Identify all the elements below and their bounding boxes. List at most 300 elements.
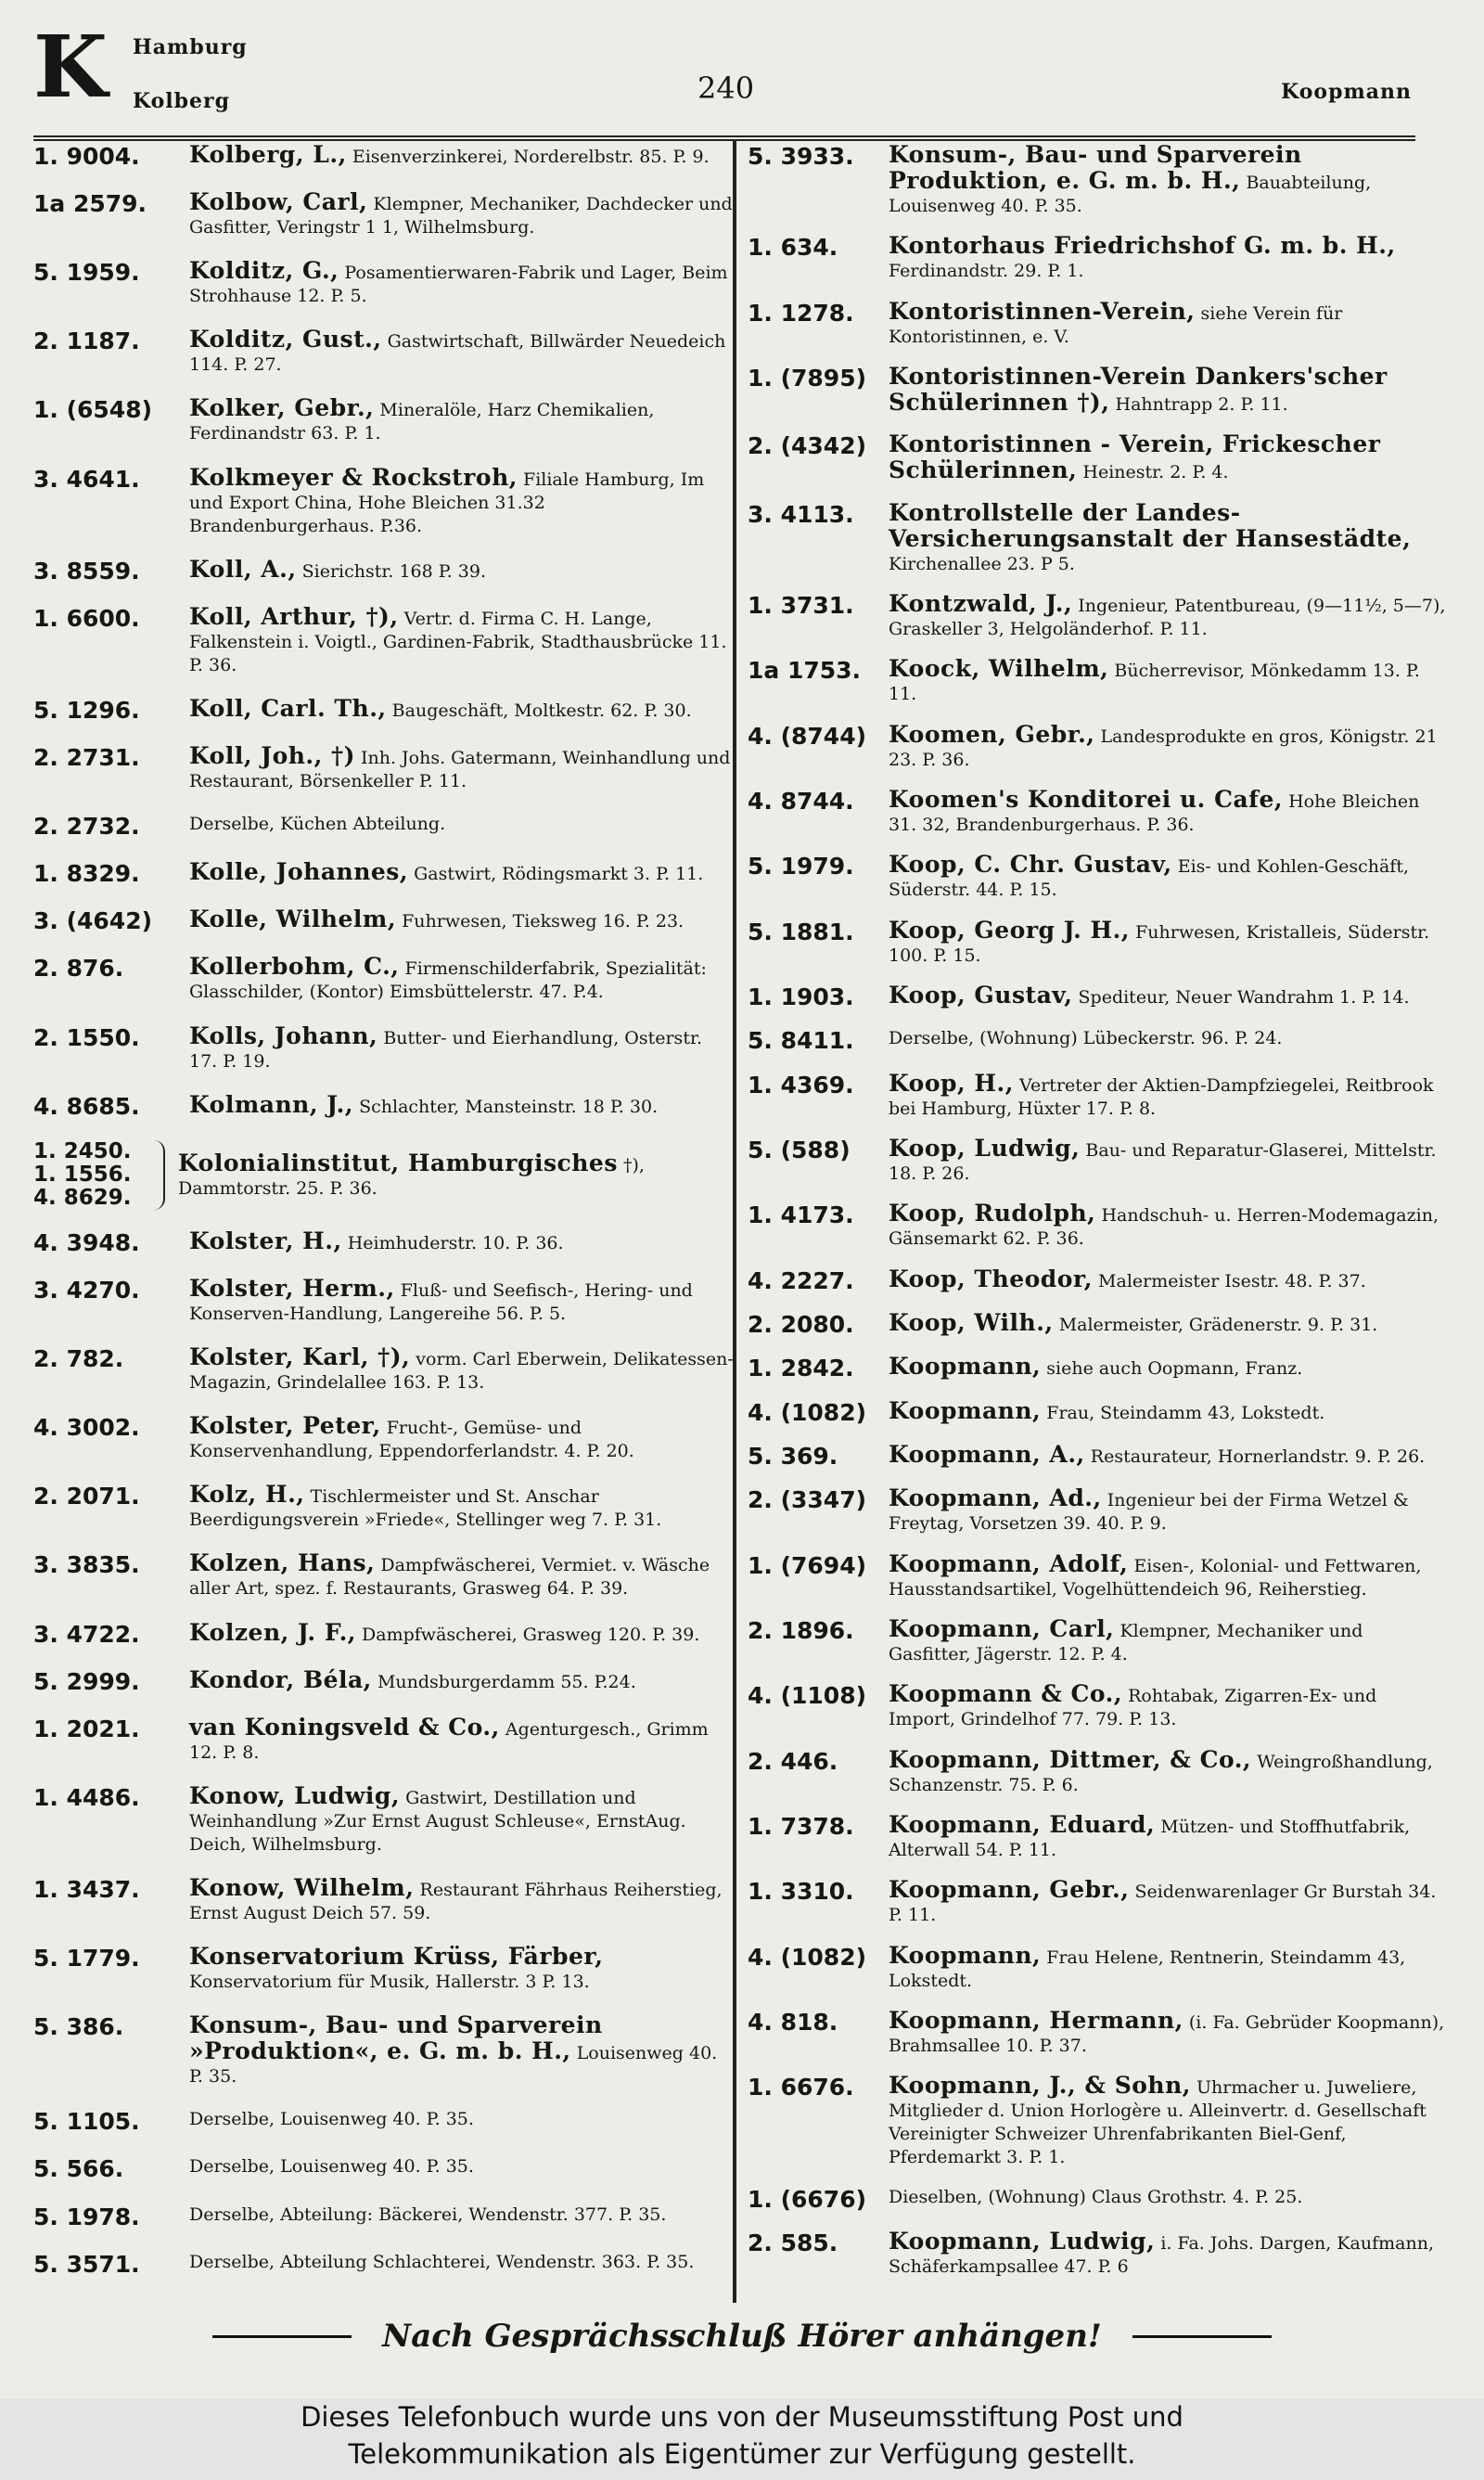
phone-number: 5. 8411. — [748, 1027, 854, 1055]
entry-body — [889, 234, 1449, 283]
entry-body — [189, 1024, 735, 1073]
entry-details: Frau, Steindamm 43, Lokstedt. — [1046, 1402, 1325, 1423]
entry-details: Derselbe, Küchen Abteilung. — [189, 814, 446, 835]
entry-details: Firmenschilderfabrik, Spezialität: Glasschilder, (Kontor) Eimsbüttelerstr. 47. P.4. — [189, 958, 707, 1003]
entry-body — [889, 720, 1449, 772]
entry-body — [189, 1618, 735, 1647]
directory-entry — [748, 234, 1449, 283]
entry-details: Frucht-, Gemüse- und Konservenhandlung, Eppendorferlandstr. 4. P. 20. — [189, 1418, 634, 1462]
entry-name: Koll, Joh., †) — [189, 741, 355, 769]
entry-body — [189, 463, 735, 538]
entry-details: Heinestr. 2. P. 4. — [1082, 462, 1229, 483]
entry-details: Louisenweg 40. P. 35. — [189, 2043, 718, 2088]
entry-name: Kontoristinnen-Verein, — [889, 297, 1196, 325]
entry-body — [189, 2251, 735, 2274]
entry-name: Koopmann, A., — [889, 1440, 1085, 1468]
entry-body — [889, 1396, 1449, 1425]
entry-details: Seidenwarenlager Gr Burstah 34. P. 11. — [889, 1882, 1437, 1926]
entry-body — [189, 1715, 735, 1765]
phone-number: 5. 1959. — [33, 259, 140, 287]
entry-body — [889, 1486, 1449, 1536]
phone-number: 2. 2731. — [33, 743, 140, 771]
directory-entry — [748, 1682, 1449, 1731]
directory-entry — [33, 1945, 735, 1994]
entry-details: Ingenieur bei der Firma Wetzel & Freytag, Vorsetzen 39. 40. P. 9. — [889, 1490, 1409, 1535]
entry-body — [189, 1945, 735, 1994]
entry-body — [889, 1355, 1449, 1381]
entry-name: Koop, Georg J. H., — [889, 916, 1131, 944]
entry-body — [189, 259, 735, 308]
phone-number: 1. (6548) — [33, 396, 153, 424]
directory-entry — [33, 2013, 735, 2088]
entry-name: Koock, Wilhelm, — [889, 655, 1109, 683]
entry-details: Eisenverzinkerei, Norderelbstr. 85. P. 9. — [352, 147, 710, 167]
entry-body — [889, 143, 1449, 218]
directory-entry — [748, 1308, 1449, 1339]
phone-number: 2. 585. — [748, 2229, 838, 2256]
directory-entry — [33, 2251, 735, 2279]
entry-name: Kontrollstelle der Landes-Versicherungsanstalt der Hansestädte, — [889, 498, 1412, 552]
entry-details: Handschuh- u. Herren-Modemagazin, Gänsemarkt 62. P. 36. — [889, 1205, 1439, 1250]
entry-name: Koopmann, — [889, 1353, 1042, 1381]
directory-entry — [33, 1618, 735, 1649]
phone-number: 1a 2579. — [33, 190, 147, 218]
entry-details: Heimhuderstr. 10. P. 36. — [347, 1232, 564, 1253]
entry-name: Koomen, Gebr., — [889, 720, 1095, 748]
phone-number: 5. 386. — [33, 2013, 124, 2041]
phone-number: 1. 8329. — [33, 860, 140, 888]
entry-body — [889, 1682, 1449, 1731]
entry-details: Tischlermeister und St. Anschar Beerdigungsverein »Friede«, Stellinger weg 7. P. 31. — [189, 1486, 662, 1531]
credit-banner — [0, 2398, 1484, 2480]
entry-name: Koopmann, Dittmer, & Co., — [889, 1745, 1252, 1773]
entry-name: Kontoristinnen-Verein Dankers'scher Schülerinnen †), — [889, 362, 1388, 416]
entry-name: Kolle, Johannes, — [189, 858, 409, 886]
entry-details: Filiale Hamburg, Im und Export China, Hohe Bleichen 31.32 Brandenburgerhaus. P.36. — [189, 469, 705, 536]
entry-details: Klempner, Mechaniker, Dachdecker und Gasfitter, Veringstr 1 1, Wilhelmsburg. — [189, 194, 733, 238]
entry-name: Koopmann, Carl, — [889, 1614, 1115, 1642]
entry-body — [189, 1551, 735, 1600]
phone-number: 4. 3002. — [33, 1414, 140, 1442]
directory-entry — [748, 1201, 1449, 1251]
directory-entry — [748, 853, 1449, 902]
entry-name: Kolster, Herm., — [189, 1274, 395, 1302]
phone-number: 1. 3437. — [33, 1875, 140, 1903]
directory-entry — [33, 1345, 735, 1394]
directory-entry — [33, 396, 735, 445]
entry-name: Koopmann, Gebr., — [889, 1876, 1130, 1904]
entry-details: Mineralöle, Harz Chemikalien, Ferdinandstr 63. P. 1. — [189, 400, 655, 444]
entry-details: i. Fa. Johs. Dargen, Kaufmann, Schäferkampsallee 47. P. 6 — [889, 2232, 1434, 2277]
directory-entry — [33, 328, 735, 377]
directory-entry — [748, 1810, 1449, 1862]
entry-body — [189, 1781, 735, 1857]
notice-rule-right — [1132, 2335, 1272, 2338]
entry-name: Koopmann, J., & Sohn, — [889, 2072, 1191, 2100]
directory-entry — [33, 2155, 735, 2183]
directory-entry — [33, 602, 735, 677]
phone-number: 5. 566. — [33, 2155, 124, 2183]
entry-details: Ferdinandstr. 29. P. 1. — [889, 261, 1084, 282]
entry-details: Derselbe, Abteilung: Bäckerei, Wendenstr. 377. P. 35. — [189, 2204, 667, 2225]
entry-details: Eis- und Kohlen-Geschäft, Süderstr. 44. P. 15. — [889, 856, 1409, 901]
entry-body — [889, 983, 1449, 1009]
phone-number: 3. 4270. — [33, 1276, 140, 1304]
directory-entry — [748, 1267, 1449, 1295]
entry-body — [889, 2074, 1449, 2169]
hangup-notice — [0, 2318, 1484, 2355]
entry-name: Kolz, H., — [189, 1481, 305, 1509]
entry-details: Dampfwäscherei, Grasweg 120. P. 39. — [362, 1624, 700, 1645]
entry-body — [189, 143, 735, 169]
page-header — [0, 0, 1484, 139]
entry-body — [189, 555, 735, 584]
entry-name: Kolzen, J. F., — [189, 1618, 356, 1646]
entry-name: Koopmann, Ludwig, — [889, 2227, 1156, 2255]
directory-entry — [748, 1069, 1449, 1121]
left-column — [33, 143, 735, 2292]
entry-body — [189, 2108, 735, 2131]
entry-name: Kolker, Gebr., — [189, 394, 375, 422]
entry-details: Fuhrwesen, Kristalleis, Süderstr. 100. P. 15. — [889, 921, 1430, 966]
phone-number: 1. 6676. — [748, 2074, 854, 2101]
entry-name: Koopmann, Eduard, — [889, 1810, 1156, 1838]
phone-number: 1. 7378. — [748, 1812, 854, 1840]
entry-body — [189, 1873, 735, 1925]
entry-details: Sierichstr. 168 P. 39. — [301, 560, 486, 582]
directory-entry — [748, 1027, 1449, 1055]
phone-number: 4. (1082) — [748, 1943, 867, 1971]
entry-body — [189, 907, 735, 933]
entry-body — [889, 916, 1449, 968]
phone-number: 3. 4113. — [748, 500, 854, 528]
phone-number: 1. (7694) — [748, 1551, 867, 1579]
entry-name: Koop, Wilh., — [889, 1308, 1054, 1336]
phone-number: 2. 2080. — [748, 1310, 854, 1338]
entry-name: Kolle, Wilhelm, — [189, 906, 397, 933]
directory-entry — [33, 1873, 735, 1925]
directory-entry — [33, 813, 735, 841]
entry-body — [889, 589, 1449, 641]
phone-number: 2. 1896. — [748, 1616, 854, 1644]
entry-name: Koop, Gustav, — [889, 981, 1073, 1009]
entry-name: Konsum-, Bau- und Sparverein Produktion, e. G. m. b. H., — [889, 141, 1302, 194]
entry-details: Frau Helene, Rentnerin, Steindamm 43, Lokstedt. — [889, 1947, 1406, 1991]
directory-entry — [33, 1414, 735, 1463]
credit-line-2: Telekommunikation als Eigentümer zur Verfügung gestellt. — [348, 2438, 1136, 2470]
directory-entry-group — [33, 1140, 735, 1210]
directory-entry — [33, 1483, 735, 1532]
phone-number: 3. 8559. — [33, 557, 140, 585]
entry-name: Koomen's Konditorei u. Cafe, — [889, 785, 1284, 813]
entry-body — [889, 1027, 1449, 1050]
entry-name: Koop, Rudolph, — [889, 1200, 1096, 1227]
entry-details: Agenturgesch., Grimm 12. P. 8. — [189, 1718, 709, 1763]
entry-name: Kontoristinnen - Verein, Frickescher Schülerinnen, — [889, 430, 1381, 484]
phone-number: 1. (7895) — [748, 364, 867, 392]
header-last-entry: Koopmann — [1281, 80, 1412, 104]
entry-name: Kolditz, Gust., — [189, 326, 382, 353]
directory-entry — [33, 1229, 735, 1257]
phone-number: 1. 634. — [748, 234, 838, 262]
entry-body — [189, 1274, 735, 1326]
entry-details: Eisen-, Kolonial- und Fettwaren, Hausstandsartikel, Vogelhüttendeich 96, Reiherstieg. — [889, 1555, 1422, 1600]
phone-number: 3. 3835. — [33, 1551, 140, 1579]
entry-name: Kolster, H., — [189, 1227, 342, 1254]
phone-number: 5. 2999. — [33, 1667, 140, 1695]
entry-details: siehe auch Oopmann, Franz. — [1046, 1358, 1303, 1380]
phone-number: 5. 369. — [748, 1442, 838, 1470]
entry-body — [189, 741, 735, 793]
entry-body — [189, 2155, 735, 2178]
entry-name: Koopmann, Hermann, — [889, 2006, 1183, 2034]
phone-number: 4. (1108) — [748, 1682, 867, 1710]
entry-details: Posamentierwaren-Fabrik und Lager, Beim Strohhause 12. P. 5. — [189, 263, 728, 307]
phone-number: 1. 4173. — [748, 1201, 854, 1229]
directory-entry — [33, 143, 735, 171]
directory-entry — [33, 1090, 735, 1121]
directory-entry — [748, 362, 1449, 417]
entry-details: Gastwirt, Destillation und Weinhandlung »Zur Ernst August Schleuse«, ErnstAug. Deich, Wilhelmsburg. — [189, 1787, 686, 1855]
entry-name: Kolkmeyer & Rockstroh, — [189, 463, 518, 491]
directory-entry — [748, 1549, 1449, 1601]
entry-details: Schlachter, Mansteinstr. 18 P. 30. — [359, 1096, 659, 1117]
entry-name: Konow, Wilhelm, — [189, 1873, 415, 1901]
phone-number: 5. 1979. — [748, 853, 854, 880]
entry-details: Klempner, Mechaniker und Gasfitter, Jägerstr. 12. P. 4. — [889, 1620, 1363, 1664]
phone-number: 5. 1779. — [33, 1945, 140, 1972]
entry-body — [189, 1665, 735, 1694]
directory-entry — [748, 297, 1449, 349]
entry-details: Uhrmacher u. Juweliere, Mitglieder d. Union Horlogère u. Alleinvertr. d. Gesellschaft Vereinigter Schweizer Uhrenfabrikanten Biel-Genf, Pferdemarkt 3. P. 1. — [889, 2077, 1426, 2168]
entry-body — [189, 694, 735, 723]
phone-number: 1. 2842. — [748, 1355, 854, 1382]
entry-name: Koop, Ludwig, — [889, 1134, 1081, 1162]
entry-details: Kirchenallee 23. P 5. — [889, 553, 1075, 574]
entry-details: Spediteur, Neuer Wandrahm 1. P. 14. — [1078, 986, 1410, 1008]
directory-entry — [33, 741, 735, 793]
entry-name: Kolbow, Carl, — [189, 188, 368, 216]
page-number: 240 — [697, 71, 755, 106]
entry-body — [889, 1440, 1449, 1469]
entry-name: Kolster, Peter, — [189, 1412, 381, 1440]
entry-body — [889, 785, 1449, 837]
column-divider — [733, 141, 736, 2303]
entry-name: van Koningsveld & Co., — [189, 1713, 500, 1741]
entry-details: Malermeister, Grädenerstr. 9. P. 31. — [1058, 1314, 1378, 1335]
directory-entry — [33, 259, 735, 308]
directory-entry — [33, 1665, 735, 1696]
entry-body — [189, 328, 735, 377]
phone-number: 4. 818. — [748, 2008, 838, 2036]
section-letter: K — [33, 17, 108, 117]
directory-entry — [748, 1396, 1449, 1427]
entry-body — [189, 1414, 735, 1463]
phone-number: 5. 1105. — [33, 2108, 140, 2136]
directory-entry — [748, 1941, 1449, 1993]
phone-number: 3. 4641. — [33, 465, 140, 493]
phone-number: 2. 782. — [33, 1345, 124, 1373]
entry-body — [889, 657, 1449, 706]
directory-entry — [748, 720, 1449, 772]
directory-entry — [748, 2006, 1449, 2058]
header-rule — [33, 135, 1415, 137]
entry-name: Kolster, Karl, †), — [189, 1343, 411, 1371]
directory-entry — [33, 1781, 735, 1857]
phone-number: 3. 4722. — [33, 1620, 140, 1648]
phone-number: 2. (4342) — [748, 432, 867, 460]
entry-name: Koop, Theodor, — [889, 1265, 1093, 1292]
entry-details: Rohtabak, Zigarren-Ex- und Import, Grindelhof 77. 79. P. 13. — [889, 1686, 1377, 1730]
entry-details: †), Dammtorstr. 25. P. 36. — [178, 1154, 645, 1199]
phone-number: 4. 8629. — [33, 1185, 132, 1210]
entry-body — [189, 1229, 735, 1255]
phone-number: 1. 2450. — [33, 1138, 132, 1163]
phone-number: 2. (3347) — [748, 1486, 867, 1514]
directory-entry — [748, 143, 1449, 218]
phone-number: 1. 1556. — [33, 1162, 132, 1187]
entry-body — [165, 1140, 735, 1210]
phone-number: 5. 1881. — [748, 918, 854, 945]
entry-details: vorm. Carl Eberwein, Delikatessen-Magazin, Grindelallee 163. P. 13. — [189, 1349, 734, 1394]
entry-body — [189, 955, 735, 1004]
phone-number: 4. (8744) — [748, 722, 867, 750]
entry-body — [889, 1614, 1449, 1666]
entry-body — [189, 1483, 735, 1532]
entry-name: Kolzen, Hans, — [189, 1549, 376, 1577]
phone-number: 1. 6600. — [33, 604, 140, 632]
entry-name: Koopmann, — [889, 1396, 1042, 1424]
entry-body — [889, 1308, 1449, 1337]
phone-number: 5. 3933. — [748, 143, 854, 170]
entry-name: Koopmann & Co., — [889, 1680, 1123, 1708]
entry-body — [889, 1069, 1449, 1121]
entry-body — [189, 813, 735, 836]
directory-entry — [33, 2108, 735, 2136]
entry-body — [889, 1810, 1449, 1862]
phone-number: 1. (6676) — [748, 2185, 867, 2213]
directory-entry — [33, 694, 735, 725]
directory-entry — [33, 555, 735, 585]
entry-body — [889, 853, 1449, 902]
entry-details: Butter- und Eierhandlung, Osterstr. 17. P. 19. — [189, 1027, 702, 1072]
entry-details: (i. Fa. Gebrüder Koopmann), Brahmsallee 10. P. 37. — [889, 2011, 1445, 2056]
directory-entry — [748, 432, 1449, 484]
entry-body — [189, 2013, 735, 2088]
entry-name: Kolonialinstitut, Hamburgisches — [178, 1149, 618, 1176]
phone-number: 2. 1187. — [33, 328, 140, 355]
phone-number: 5. 3571. — [33, 2250, 140, 2278]
entry-details: Derselbe, Abteilung Schlachterei, Wendenstr. 363. P. 35. — [189, 2251, 695, 2272]
entry-body — [889, 1941, 1449, 1993]
entry-body — [889, 297, 1449, 349]
phone-number: 4. 8685. — [33, 1092, 140, 1120]
entry-body — [889, 2229, 1449, 2279]
entry-name: Kolmann, J., — [189, 1090, 354, 1118]
entry-body — [889, 2186, 1449, 2209]
entry-details: Vertreter der Aktien-Dampfziegelei, Reitbrook bei Hamburg, Hüxter 17. P. 8. — [889, 1074, 1434, 1119]
directory-entry — [748, 498, 1449, 576]
entry-details: Derselbe, Louisenweg 40. P. 35. — [189, 2109, 474, 2130]
entry-details: Hohe Bleichen 31. 32, Brandenburgerhaus. P. 36. — [889, 790, 1420, 835]
phone-number: 3. (4642) — [33, 907, 153, 935]
entry-name: Kollerbohm, C., — [189, 953, 400, 981]
entry-name: Kolditz, G., — [189, 257, 339, 285]
entry-body — [889, 432, 1449, 484]
entry-name: Koll, Carl. Th., — [189, 694, 387, 722]
right-column — [748, 143, 1449, 2292]
entry-details: Mützen- und Stoffhutfabrik, Alterwall 54. P. 11. — [889, 1816, 1411, 1860]
entry-details: Dieselben, (Wohnung) Claus Grothstr. 4. P. 25. — [889, 2186, 1303, 2207]
entry-body — [189, 396, 735, 445]
phone-number: 1a 1753. — [748, 657, 862, 685]
phone-number: 4. 3948. — [33, 1228, 140, 1256]
entry-name: Kontzwald, J., — [889, 589, 1073, 617]
directory-entry — [748, 1355, 1449, 1382]
entry-name: Koopmann, Ad., — [889, 1484, 1102, 1512]
entry-body — [189, 190, 735, 239]
phone-number: 2. 2071. — [33, 1483, 140, 1510]
entry-name: Kontorhaus Friedrichshof G. m. b. H., — [889, 232, 1396, 260]
directory-entry — [748, 2229, 1449, 2279]
entry-details: Bau- und Reparatur-Glaserei, Mittelstr. 18. P. 26. — [889, 1139, 1437, 1184]
entry-details: Bücherrevisor, Mönkedamm 13. P. 11. — [889, 661, 1420, 705]
directory-entry — [748, 2074, 1449, 2169]
phone-number: 1. 2021. — [33, 1715, 140, 1742]
entry-details: Mundsburgerdamm 55. P.24. — [377, 1671, 636, 1692]
phone-number: 1. 3731. — [748, 591, 854, 619]
directory-entry — [33, 1551, 735, 1600]
entry-details: Baugeschäft, Moltkestr. 62. P. 30. — [391, 700, 692, 721]
directory-entry — [33, 2204, 735, 2231]
entry-name: Konow, Ludwig, — [189, 1781, 401, 1809]
directory-entry — [748, 657, 1449, 706]
entry-body — [889, 362, 1449, 417]
notice-text: Nach Gesprächsschluß Hörer anhängen! — [382, 2318, 1102, 2355]
directory-entry — [748, 1614, 1449, 1666]
phone-number: 2. 876. — [33, 955, 124, 983]
directory-entry — [33, 907, 735, 935]
entry-body — [189, 602, 735, 677]
phone-number: 4. 2227. — [748, 1266, 854, 1294]
entry-body — [889, 2006, 1449, 2058]
entry-details: Ingenieur, Patentbureau, (9—11½, 5—7), Graskeller 3, Helgoländerhof. P. 11. — [889, 595, 1446, 639]
entry-name: Kolberg, L., — [189, 141, 347, 168]
directory-entry — [748, 1878, 1449, 1927]
entry-body — [189, 1090, 735, 1119]
directory-entry — [748, 1486, 1449, 1536]
entry-name: Koll, Arthur, †), — [189, 602, 399, 630]
entry-body — [889, 498, 1449, 576]
phone-number: 2. 2732. — [33, 813, 140, 841]
entry-details: Restaurateur, Hornerlandstr. 9. P. 26. — [1090, 1446, 1426, 1467]
phone-number: 1. 4486. — [33, 1783, 140, 1811]
credit-line-1: Dieses Telefonbuch wurde uns von der Museumsstiftung Post und — [301, 2401, 1183, 2433]
phone-number: 4. 8744. — [748, 787, 854, 815]
entry-details: siehe Verein für Kontoristinnen, e. V. — [889, 302, 1343, 347]
directory-entry — [748, 589, 1449, 641]
entry-body — [189, 860, 735, 886]
directory-entry — [33, 955, 735, 1004]
directory-entry — [33, 1715, 735, 1765]
entry-name: Koop, C. Chr. Gustav, — [889, 851, 1172, 879]
entry-body — [889, 1201, 1449, 1251]
entry-name: Konsum-, Bau- und Sparverein »Produktion«, e. G. m. b. H., — [189, 2011, 603, 2065]
entry-name: Konservatorium Krüss, Färber, — [189, 1943, 604, 1971]
entry-details: Inh. Johs. Gatermann, Weinhandlung und Restaurant, Börsenkeller P. 11. — [189, 747, 731, 791]
directory-entry — [748, 983, 1449, 1011]
entry-details: Gastwirt, Rödingsmarkt 3. P. 11. — [414, 864, 704, 885]
